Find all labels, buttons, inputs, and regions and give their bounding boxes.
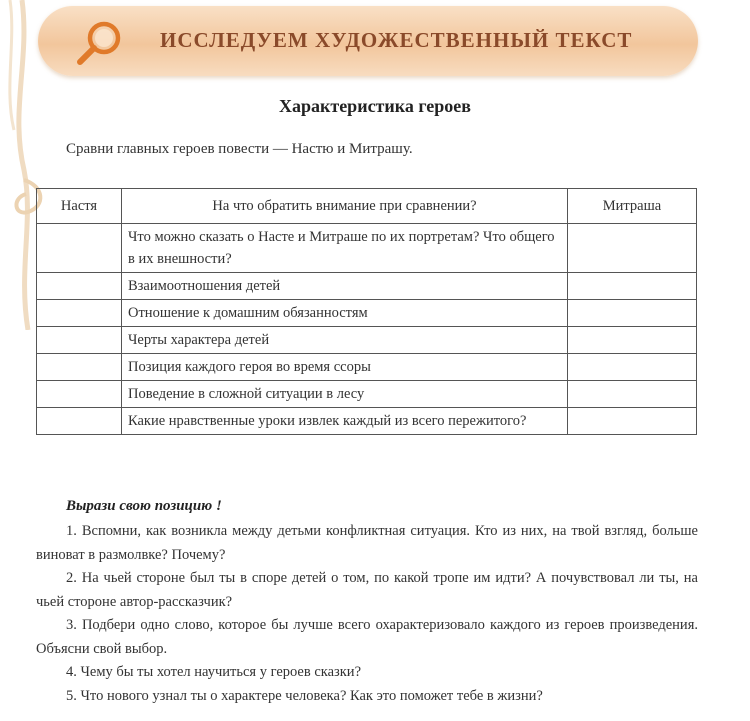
table-row — [37, 381, 697, 408]
table-row — [37, 273, 697, 300]
criteria-cell: Взаимоотношения детей — [122, 273, 568, 300]
section-banner — [38, 6, 698, 76]
task-item: 5. Что нового узнал ты о характере человека? Как это поможет тебе в жизни? — [66, 687, 543, 704]
page-heading: Характеристика героев — [278, 96, 472, 116]
cell-mitrasha[interactable] — [568, 381, 697, 408]
table-row — [37, 300, 697, 327]
header-mitrasha: Митраша — [568, 189, 697, 224]
cell-nastya[interactable] — [37, 381, 122, 408]
cell-mitrasha[interactable] — [568, 354, 697, 381]
banner-title: ИССЛЕДУЕМ ХУДОЖЕСТВЕННЫЙ ТЕКСТ — [160, 28, 633, 52]
table-row — [37, 327, 697, 354]
cell-nastya[interactable] — [37, 408, 122, 435]
task-item: 3. Подбери одно слово, которое бы лучше всего охарактеризовало каждого из героев произведения. Объясни свой выбор. — [36, 617, 698, 657]
criteria-cell: Поведение в сложной ситуации в лесу — [122, 381, 568, 408]
header-criteria: На что обратить внимание при сравнении? — [122, 189, 568, 224]
tasks-list — [36, 520, 698, 708]
cell-nastya[interactable] — [37, 273, 122, 300]
criteria-cell: Черты характера детей — [122, 327, 568, 354]
tasks-heading: Вырази свою позицию ! — [66, 498, 222, 514]
criteria-cell: Отношение к домашним обязанностям — [122, 300, 568, 327]
cell-mitrasha[interactable] — [568, 300, 697, 327]
cell-mitrasha[interactable] — [568, 327, 697, 354]
cell-nastya[interactable] — [37, 354, 122, 381]
table-row — [37, 354, 697, 381]
criteria-cell: Позиция каждого героя во время ссоры — [122, 354, 568, 381]
header-nastya: Настя — [37, 189, 122, 224]
instruction-text: Сравни главных героев повести — Настю и Митрашу. — [66, 141, 413, 157]
cell-nastya[interactable] — [37, 327, 122, 354]
task-item: 2. На чьей стороне был ты в споре детей о том, по какой тропе им идти? А почувствовал ли ты, на чьей стороне автор-рассказчик? — [36, 570, 698, 610]
criteria-cell: Какие нравственные уроки извлек каждый из всего пережитого? — [122, 408, 568, 435]
task-item: 1. Вспомни, как возникла между детьми конфликтная ситуация. Кто из них, на твой взгляд, больше виноват в размолвке? Почему? — [36, 523, 698, 563]
criteria-cell: Что можно сказать о Насте и Митраше по их портретам? Что общего в их внешности? — [122, 224, 568, 273]
table-row — [37, 224, 697, 273]
cell-mitrasha[interactable] — [568, 224, 697, 273]
cell-nastya[interactable] — [37, 300, 122, 327]
task-item: 4. Чему бы ты хотел научиться у героев сказки? — [66, 664, 362, 680]
cell-mitrasha[interactable] — [568, 408, 697, 435]
cell-mitrasha[interactable] — [568, 273, 697, 300]
magnifier-icon — [72, 16, 126, 70]
cell-nastya[interactable] — [37, 224, 122, 273]
table-header-row — [37, 189, 697, 224]
table-row — [37, 408, 697, 435]
comparison-table — [36, 188, 697, 435]
